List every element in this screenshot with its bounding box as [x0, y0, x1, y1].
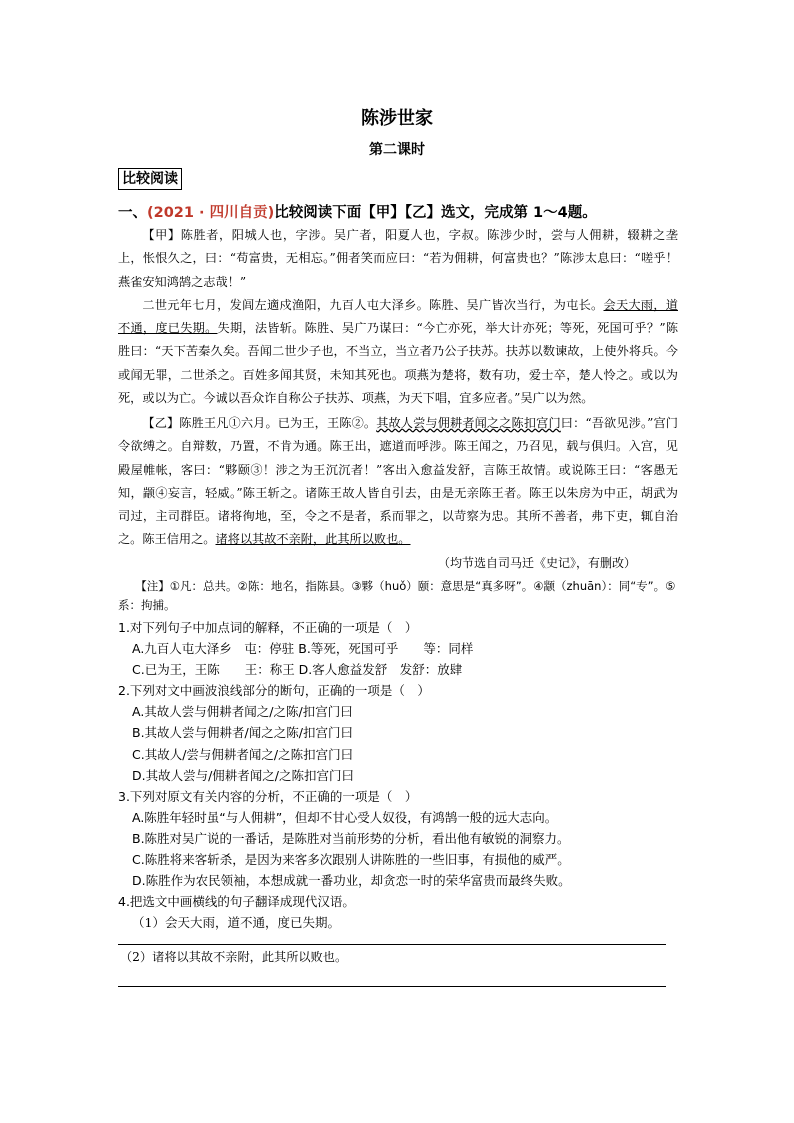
passage-yi [118, 412, 678, 552]
question-instruction: 比较阅读下面【甲】【乙】选文，完成第 1～4题。 [274, 205, 597, 221]
wavy-underlined-text: 其故人尝与佣耕者闻之之陈扣宫门 [376, 416, 561, 430]
q1-stem: 1.对下列句子中加点词的解释，不正确的一项是（ ） [118, 620, 418, 635]
passage-jia-paragraph-2 [118, 294, 678, 410]
q2-option-a: A.其故人尝与佣耕者闻之/之陈/扣宫门曰 [132, 704, 353, 720]
q1-options-row-2: C.已为王，王陈 王：称王 D.客人愈益发舒 发舒：放肆 [132, 662, 463, 678]
q1-options-row-1: A.九百人屯大泽乡 屯：停驻 B.等死，死国可乎 等：同样 [132, 641, 474, 657]
questions [118, 617, 678, 933]
annotation-notes: 【注】①凡：总共。②陈：地名，指陈县。③夥（huǒ）颐：意思是“真多呀”。④颛（zhuān）：同“专”。⑤系：拘捕。 [118, 579, 676, 612]
answer-line-1[interactable] [118, 944, 666, 945]
q3-option-d: D.陈胜作为农民领袖，本想成就一番功业，却贪恋一时的荣华富贵而最终失败。 [132, 873, 571, 889]
passage-text: 二世元年七月，发闾左適戍渔阳，九百人屯大泽乡。陈胜、吴广皆次当行，为屯长。 [142, 297, 604, 312]
question-source: (2021 · 四川自贡) [147, 205, 275, 221]
passage-text: 【乙】陈胜王凡①六月。已为王，王陈②。 [142, 416, 377, 430]
q2-option-c: C.其故人/尝与佣耕者闻之/之陈扣宫门曰 [132, 746, 354, 762]
q2-option-d: D.其故人尝与/佣耕者闻之/之陈扣宫门曰 [132, 767, 355, 783]
passage-jia [118, 224, 678, 410]
q4-sentence-1: （1）会天大雨，道不通，度已失期。 [132, 915, 340, 931]
question-header [118, 201, 597, 222]
passage-text: 曰：“吾欲见涉。”宫门令欲缚之。自辩数，乃置，不肯为通。陈王出，遮道而呼涉。陈王闻之，乃召见，载与俱归。入宫，见殿屋帷帐，客曰：“夥颐③！涉之为王沉沉者！”客出入愈益发舒，言陈王故情。或说陈王曰：“客愚无知，颛④妄言，轻威。”陈王斩之。诸陈王故人皆自引去，由是无亲陈王者。陈王以朱房为中正，胡武为司过，主司群臣。诸将徇地，至，令之不是者，系而罪之，以苛察为忠。其所不善者，弗下吏，辄自治之。陈王信用之。 [118, 416, 678, 547]
q4-stem: 4.把选文中画横线的句子翻译成现代汉语。 [118, 894, 355, 910]
page-title: 陈涉世家 [361, 108, 433, 129]
q2-stem: 2.下列对文中画波浪线部分的断句，正确的一项是（ ） [118, 683, 430, 699]
q3-option-a: A.陈胜年轻时虽“与人佣耕”，但却不甘心受人奴役，有鸿鹄一般的远大志向。 [132, 809, 558, 825]
question-number: 一、 [118, 205, 147, 221]
answer-line-2[interactable] [118, 986, 666, 987]
passage-jia-paragraph-1: 【甲】陈胜者，阳城人也，字涉。吴广者，阳夏人也，字叔。陈涉少时，尝与人佣耕，辍耕之垄上，怅恨久之，曰：“苟富贵，无相忘。”佣者笑而应曰：“若为佣耕，何富贵也？”陈涉太息曰：“嗟乎！燕雀安知鸿鹄之志哉！” [118, 228, 678, 289]
underlined-sentence-2: 诸将以其故不亲附，此其所以败也。 [215, 532, 411, 547]
q4-sentence-2: （2）诸将以其故不亲附，此其所以败也。 [120, 950, 348, 964]
q2-option-b: B.其故人尝与佣耕者/闻之之陈/扣宫门曰 [132, 725, 353, 741]
q3-option-c: C.陈胜将来客斩杀，是因为来客多次跟别人讲陈胜的一些旧事，有损他的威严。 [132, 852, 570, 868]
source-note: （均节选自司马迁《史记》，有删改） [438, 556, 637, 570]
underlined-sentence-1: 会天大雨，道不通，度已失期。 [118, 297, 678, 336]
page-subtitle: 第二课时 [369, 142, 425, 158]
q3-stem: 3.下列对原文有关内容的分析，不正确的一项是（ ） [118, 788, 418, 804]
passage-text: 失期，法皆斩。陈胜、吴广乃谋曰：“今亡亦死，举大计亦死；等死，死国可乎？”陈胜曰：“天下苦秦久矣。吾闻二世少子也，不当立，当立者乃公子扶苏。扶苏以数谏故，上使外将兵。今或闻无罪，二世杀之。百姓多闻其贤，未知其死也。项燕为楚将，数有功，爱士卒，楚人怜之。或以为死，或以为亡。今诚以吾众诈自称公子扶苏、项燕，为天下唱，宜多应者。”吴广以为然。 [118, 321, 679, 406]
passage-yi-paragraph [118, 412, 678, 552]
q3-option-b: B.陈胜对吴广说的一番话，是陈胜对当前形势的分析，看出他有敏锐的洞察力。 [132, 830, 570, 846]
section-label: 比较阅读 [118, 168, 182, 190]
